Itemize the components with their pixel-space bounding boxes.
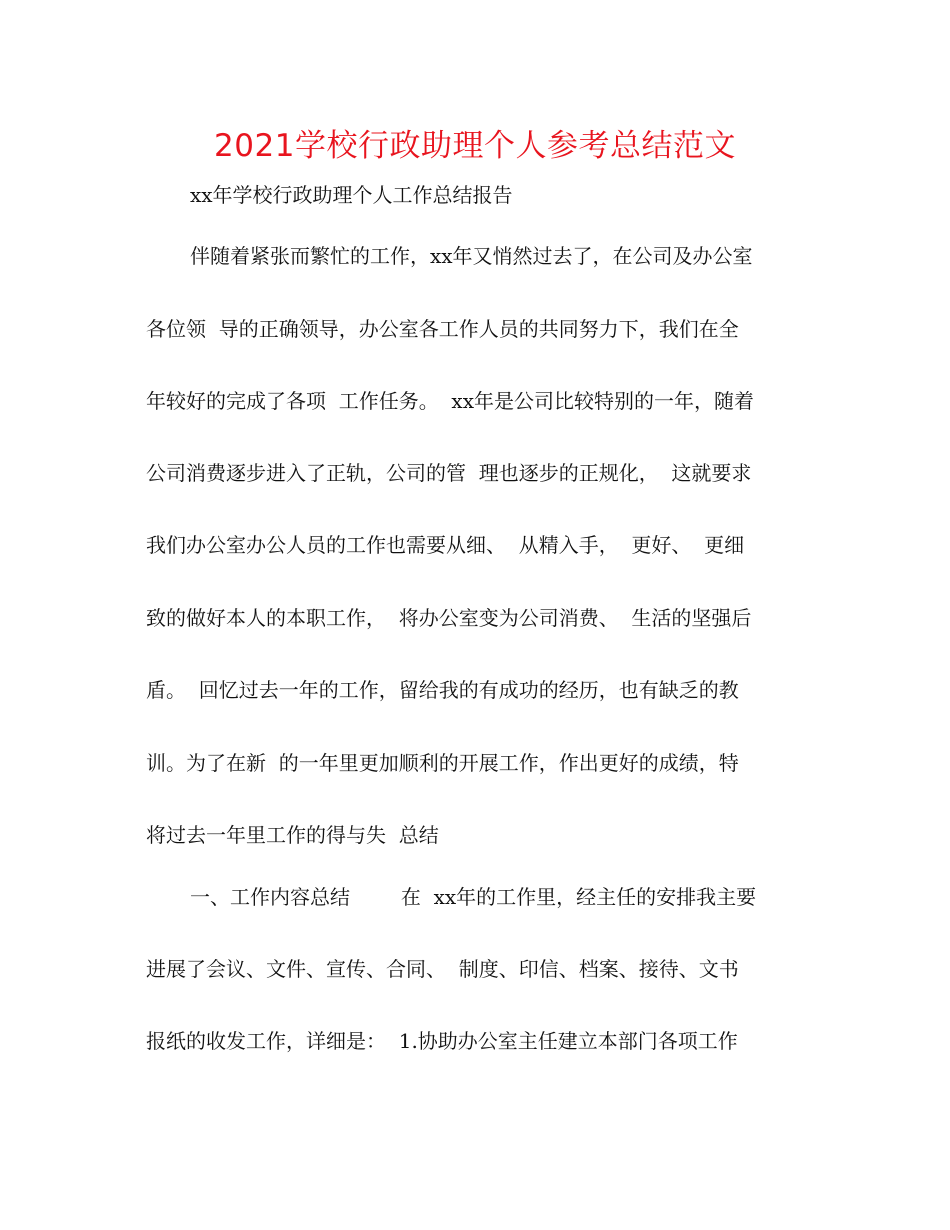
paragraph-line: 各位领 导的正确领导，办公室各工作人员的共同努力下，我们在全: [146, 317, 739, 341]
section-heading-line: 一、工作内容总结 在 xx年的工作里，经主任的安排我主要: [190, 885, 757, 909]
paragraph-line: 致的做好本人的本职工作， 将办公室变为公司消费、 生活的坚强后: [146, 606, 752, 630]
paragraph-line: 我们办公室办公人员的工作也需要从细、 从精入手， 更好、 更细: [146, 533, 745, 557]
paragraph-line: 公司消费逐步进入了正轨，公司的管 理也逐步的正规化， 这就要求: [146, 461, 752, 485]
paragraph-line: 进展了会议、文件、宣传、合同、 制度、印信、档案、接待、文书: [146, 957, 739, 981]
paragraph-line: 将过去一年里工作的得与失 总结: [146, 823, 439, 847]
document-subtitle: xx年学校行政助理个人工作总结报告: [190, 183, 513, 207]
paragraph-line: 盾。 回忆过去一年的工作，留给我的有成功的经历，也有缺乏的教: [146, 678, 739, 702]
paragraph-line: 伴随着紧张而繁忙的工作，xx年又悄然过去了，在公司及办公室: [190, 244, 753, 268]
paragraph-line: 报纸的收发工作，详细是： 1.协助办公室主任建立本部门各项工作: [146, 1029, 738, 1053]
document-title: 2021学校行政助理个人参考总结范文: [214, 128, 736, 164]
paragraph-line: 训。为了在新 的一年里更加顺利的开展工作，作出更好的成绩，特: [146, 751, 739, 775]
paragraph-line: 年较好的完成了各项 工作任务。 xx年是公司比较特别的一年，随着: [146, 389, 754, 413]
